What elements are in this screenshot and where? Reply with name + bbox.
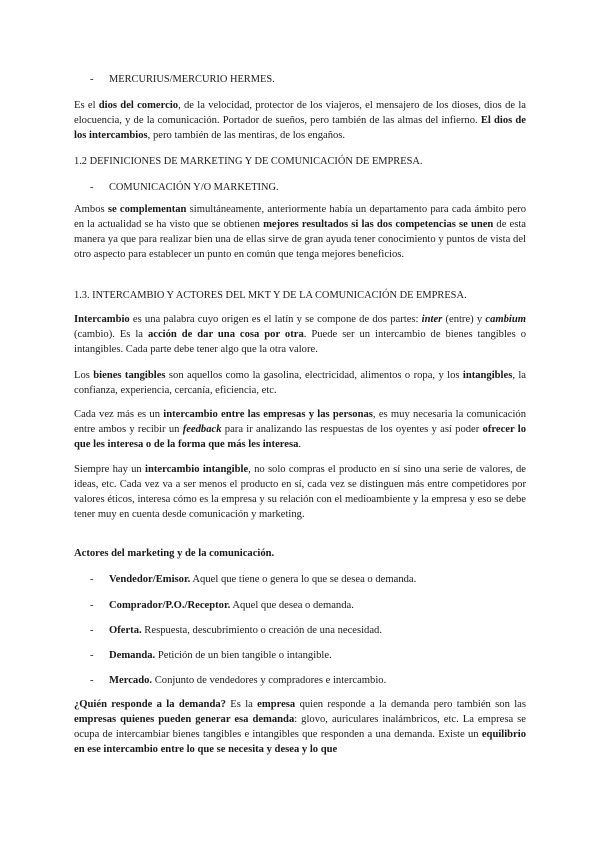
document-page: - MERCURIUS/MERCURIO HERMES. Es el dios del comercio, de la velocidad, protector de los viajeros, el mensajero de los dioses, dios de la elocuencia, y de la comunicación. Portador de sueños, pero también de las almas del infierno. El dios de los intercambios, pero también de las mentiras, de los engaños. 1.2 DEFINICIONES DE MARKETING Y DE COMUNICACIÓN DE EMPRESA. - COMUNICACIÓN Y/O MARKETING. Ambos se complementan simultáneamente, anteriormente había un departamento para cada ámbito pero en la actualidad se ha visto que se obtienen mejores resultados si las dos competencias se unen de esta manera ya que para realizar bien una de ellas sirve de gran ayuda tener conocimiento y puntos de vista del otro aspecto para establecer un punto en común que tenga mejores beneficios. 1.3. INTERCAMBIO Y ACTORES DEL MKT Y DE LA COMUNICACIÓN DE EMPRESA. Intercambio es una palabra cuyo origen es el latín y se compone de dos partes: inter (entre) y cambium (cambio). Es la acción de dar una cosa por otra. Puede ser un intercambio de bienes tangibles o intangibles. Cada parte debe tener algo que la otra valore. Los bienes tangibles son aquellos como la gasolina, electricidad, alimentos o ropa, y los intangibles, la confianza, experiencia, cercanía, eficiencia, etc. Cada vez más es un intercambio entre las empresas y las personas, es muy necesaria la comunicación entre ambos y recibir un feedback para ir analizando las respuestas de los oyentes y así poder ofrecer lo que les interesa o de la forma que más les interesa. Siempre hay un intercambio intangible, no solo compras el producto en sí sino una serie de valores, de ideas, etc. Cada vez va a ser menos el producto en sí, cada vez se distinguen más entre competidores por valores éticos, interesa cómo es la empresa y su relación con el medioambiente y la empresa y eso se debe tener muy en cuenta desde comunicación y marketing. Actores del marketing y de la comunicación. - Vendedor/Emisor. Aquel que tiene o genera lo que se desea o demanda. - Comprador/P.O./Receptor. Aquel que desea o demanda. - Oferta. Respuesta, descubrimiento o creación de una necesidad. - Demanda. Petición de un bien tangible o intangible. - Mercado. Conjunto de vendedores y compradores e intercambio. ¿Quién responde a la demanda? Es la empresa quien responde a la demanda pero también son las empresas quienes pueden generar esa demanda: glovo, auriculares inalámbricos, etc. La empresa se ocupa de intercambiar bienes tangibles e intangibles que responden a una demanda. Existe un equilibrio en ese intercambio entre lo que se necesita y desea y lo que	[74, 74, 527, 755]
paragraph-mercurio: Es el dios del comercio, de la velocidad, protector de los viajeros, el mensajero de los dioses, dios de la elocuencia, y de la comunicación. Portador de sueños, pero también de las almas del infierno. El dios de los intercambios, pero también de las mentiras, de los engaños.	[74, 100, 526, 141]
paragraph-quien: ¿Quién responde a la demanda? Es la empresa quien responde a la demanda pero también son las empresas quienes pueden generar esa demanda: glovo, auriculares inalámbricos, etc. La empresa se ocupa de intercambiar bienes tangibles e intangibles que responden a una demanda. Existe un equilibrio en ese intercambio entre lo que se necesita y desea y lo que	[74, 699, 526, 755]
comunicacion-title: COMUNICACIÓN Y/O MARKETING.	[109, 182, 279, 193]
mercurius-title: MERCURIUS/MERCURIO HERMES.	[109, 74, 275, 85]
bullet-dash: -	[90, 74, 94, 85]
paragraph-ambos: Ambos se complementan simultáneamente, anteriormente había un departamento para cada ámbito pero en la actualidad se ha visto que se obtienen mejores resultados si las dos competencias se unen de esta manera ya que para realizar bien una de ellas sirve de gran ayuda tener conocimiento y puntos de vista del otro aspecto para establecer un punto en común que tenga mejores beneficios.	[74, 204, 526, 260]
paragraph-intercambio: Intercambio es una palabra cuyo origen es el latín y se compone de dos partes: inter (entre) y cambium (cambio). Es la acción de dar una cosa por otra. Puede ser un intercambio de bienes tangibles o intangibles. Cada parte debe tener algo que la otra valore.	[74, 314, 526, 355]
section-heading-1-3: 1.3. INTERCAMBIO Y ACTORES DEL MKT Y DE LA COMUNICACIÓN DE EMPRESA.	[74, 290, 467, 301]
actores-heading: Actores del marketing y de la comunicación.	[74, 548, 275, 559]
paragraph-cada-vez: Cada vez más es un intercambio entre las empresas y las personas, es muy necesaria la comunicación entre ambos y recibir un feedback para ir analizando las respuestas de los oyentes y así poder ofrecer lo que les interesa o de la forma que más les interesa.	[74, 409, 527, 450]
section-heading-1-2: 1.2 DEFINICIONES DE MARKETING Y DE COMUNICACIÓN DE EMPRESA.	[74, 156, 423, 167]
paragraph-siempre: Siempre hay un intercambio intangible, no solo compras el producto en sí sino una serie de valores, de ideas, etc. Cada vez va a ser menos el producto en sí, cada vez se distinguen más entre competidores por valores éticos, interesa cómo es la empresa y su relación con el medioambiente y la empresa y eso se debe tener muy en cuenta desde comunicación y marketing.	[74, 464, 527, 520]
bullet-dash: -	[90, 182, 94, 193]
paragraph-bienes: Los bienes tangibles son aquellos como la gasolina, electricidad, alimentos o ropa, y los intangibles, la confianza, experiencia, cercanía, eficiencia, etc.	[74, 370, 526, 396]
